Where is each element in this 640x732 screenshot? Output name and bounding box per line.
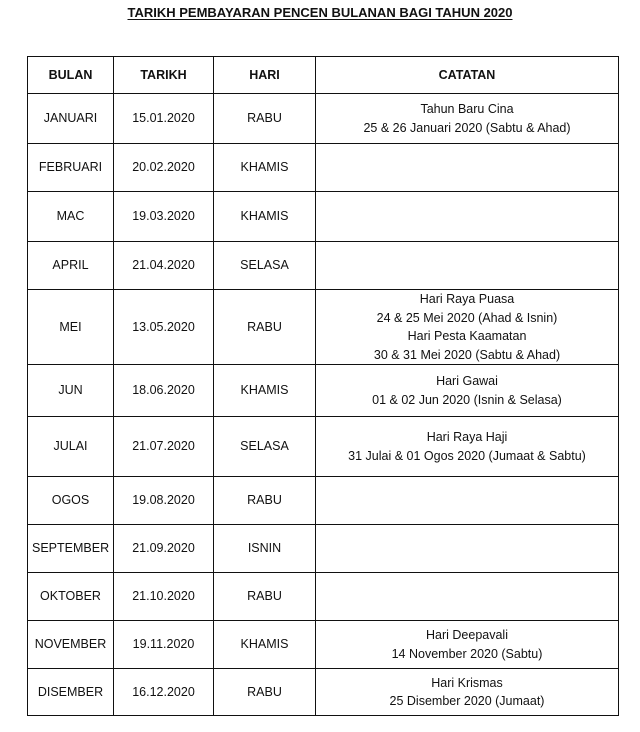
catatan-line: Hari Gawai [436,374,498,388]
cell-tarikh: 21.07.2020 [114,417,214,477]
cell-catatan [316,365,619,417]
document-title-text: TARIKH PEMBAYARAN PENCEN BULANAN BAGI TAHUN 2020 [127,5,513,20]
cell-hari: SELASA [214,242,316,290]
cell-tarikh: 19.08.2020 [114,477,214,525]
table-row [28,525,619,573]
cell-hari: KHAMIS [214,192,316,242]
cell-bulan: DISEMBER [28,669,114,716]
cell-hari: KHAMIS [214,365,316,417]
table-row [28,365,619,417]
cell-tarikh: 21.04.2020 [114,242,214,290]
table-row [28,621,619,669]
table-row [28,242,619,290]
cell-tarikh: 21.09.2020 [114,525,214,573]
cell-bulan: OKTOBER [28,573,114,621]
cell-bulan: JANUARI [28,94,114,144]
cell-catatan [316,290,619,365]
header-tarikh: TARIKH [114,57,214,94]
cell-tarikh: 15.01.2020 [114,94,214,144]
table-row [28,144,619,192]
cell-hari: RABU [214,477,316,525]
pension-schedule-table [27,56,619,716]
cell-catatan [316,525,619,573]
cell-tarikh: 20.02.2020 [114,144,214,192]
cell-hari: RABU [214,669,316,716]
catatan-line: 25 Disember 2020 (Jumaat) [389,694,545,708]
catatan-line: 14 November 2020 (Sabtu) [391,646,543,661]
table-row [28,417,619,477]
catatan-line: 31 Julai & 01 Ogos 2020 (Jumaat & Sabtu) [348,448,586,463]
catatan-line: 24 & 25 Mei 2020 (Ahad & Isnin) [376,310,558,325]
cell-hari: KHAMIS [214,144,316,192]
cell-hari: ISNIN [214,525,316,573]
cell-bulan: MEI [28,290,114,365]
cell-catatan [316,144,619,192]
cell-tarikh: 21.10.2020 [114,573,214,621]
catatan-line: Hari Deepavali [426,628,508,642]
cell-tarikh: 19.03.2020 [114,192,214,242]
table-row [28,290,619,365]
cell-catatan [316,621,619,669]
catatan-line: 25 & 26 Januari 2020 (Sabtu & Ahad) [363,120,571,135]
catatan-line: Tahun Baru Cina [420,102,514,116]
cell-catatan [316,669,619,716]
cell-bulan: APRIL [28,242,114,290]
cell-bulan: JULAI [28,417,114,477]
cell-hari: RABU [214,573,316,621]
catatan-line: 30 & 31 Mei 2020 (Sabtu & Ahad) [373,347,561,362]
cell-bulan: MAC [28,192,114,242]
cell-tarikh: 16.12.2020 [114,669,214,716]
header-catatan: CATATAN [316,57,619,94]
cell-hari: SELASA [214,417,316,477]
cell-catatan [316,242,619,290]
cell-catatan [316,477,619,525]
catatan-line: Hari Raya Haji [426,430,508,444]
catatan-line: Hari Krismas [431,675,503,690]
cell-catatan [316,94,619,144]
cell-catatan [316,192,619,242]
table-body [28,94,619,716]
cell-tarikh: 19.11.2020 [114,621,214,669]
cell-bulan: SEPTEMBER [28,525,114,573]
header-bulan: BULAN [28,57,114,94]
table-row [28,192,619,242]
cell-catatan [316,573,619,621]
cell-bulan: OGOS [28,477,114,525]
document-title [0,5,640,20]
cell-tarikh: 13.05.2020 [114,290,214,365]
cell-bulan: NOVEMBER [28,621,114,669]
table-row [28,573,619,621]
catatan-line: Hari Raya Puasa [419,292,515,306]
table-row [28,94,619,144]
cell-bulan: FEBRUARI [28,144,114,192]
cell-hari: RABU [214,94,316,144]
cell-catatan [316,417,619,477]
table-row [28,477,619,525]
cell-bulan: JUN [28,365,114,417]
table-row [28,669,619,716]
header-row [28,57,619,94]
catatan-line: 01 & 02 Jun 2020 (Isnin & Selasa) [372,392,562,407]
cell-hari: RABU [214,290,316,365]
catatan-line: Hari Pesta Kaamatan [407,329,527,343]
cell-tarikh: 18.06.2020 [114,365,214,417]
header-hari: HARI [214,57,316,94]
cell-hari: KHAMIS [214,621,316,669]
